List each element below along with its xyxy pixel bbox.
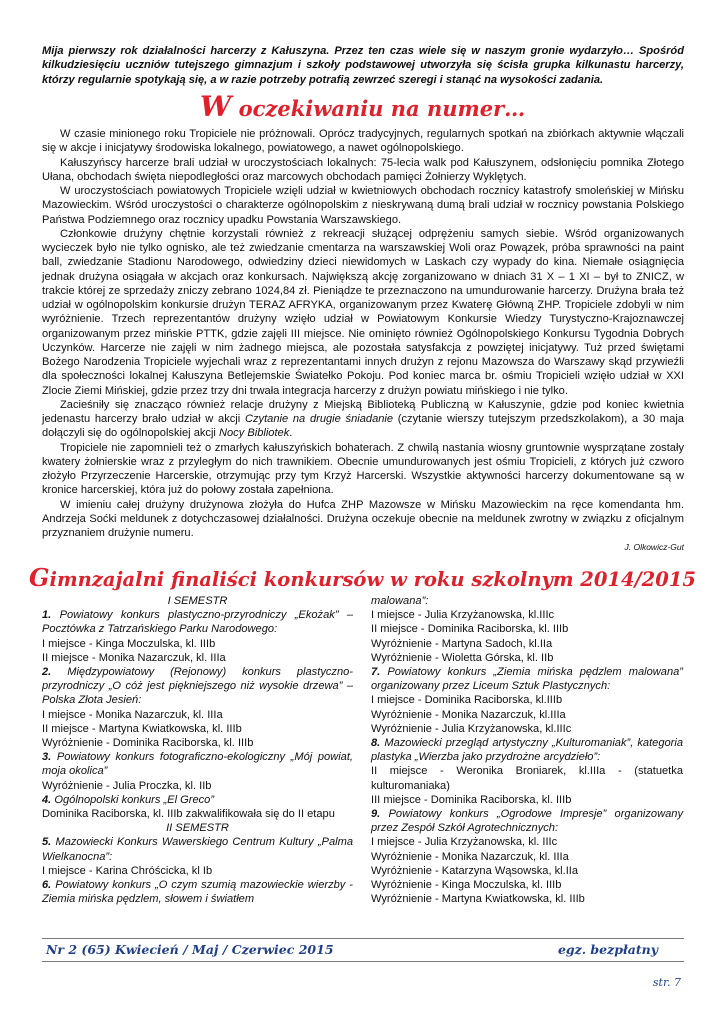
contest-title	[42, 878, 353, 906]
contest-number: 3.	[42, 751, 52, 764]
contest-number: 1.	[42, 609, 52, 622]
finalists-heading-text: imnzajalni finaliści konkursów w roku szkolnym 2014/2015	[49, 568, 696, 591]
author-signature: J. Olkowicz-Gut	[624, 542, 684, 553]
article-paragraph: W uroczystościach powiatowych Tropiciele wzięli udział w kwietniowych obchodach rocznicy katastrofy smoleńskiej w Mińsku Mazowieckim. Wśród uroczystości o charakterze ogólnopolskim z nieskrywaną dumą brali udział w rocznicy powstania Polskiego Państwa Podziemnego oraz rocznicy upadku Powstania Warszawskiego.	[42, 185, 684, 226]
result-line: Wyróżnienie - Monika Nazarczuk, kl. IIIa	[371, 850, 569, 863]
article-paragraph	[42, 398, 684, 441]
contest-title	[42, 750, 353, 778]
contest-name: Powiatowy konkurs plastyczno-przyrodniczy „Ekożak” – Pocztówka z Tatrzańskiego Parku Narodowego:	[42, 609, 353, 636]
article-paragraph: W czasie minionego roku Tropiciele nie próżnowali. Oprócz tradycyjnych, regularnych spotkań na zbiórkach aktywnie włączali się w akcje i inicjatywy środowiska lokalnego, powiatowego, a nawet ogólnopolskiego.	[42, 128, 684, 155]
semester-title: II SEMESTR	[166, 822, 229, 835]
result-line: Wyróżnienie - Julia Proczka, kl. IIb	[42, 779, 212, 792]
semester-title: I SEMESTR	[167, 595, 228, 607]
contest-title	[42, 793, 353, 807]
contest-title-continued: malowana”:	[371, 595, 429, 607]
result-line: Wyróżnienie - Katarzyna Wąsowska, kl.IIa	[371, 864, 579, 877]
contest-number: 7.	[371, 666, 381, 679]
result-line: I miejsce - Dominika Raciborska, kl.IIIb	[371, 694, 563, 707]
article-paragraph: Tropiciele nie zapomnieli też o zmarłych kałuszyńskich bohaterach. Z chwilą nastania wiosny gruntownie wysprzątane zostały kwatery żołnierskie wraz z przyległym do nich trawnikiem. Obecnie umundurowanych jest ośmiu Tropicieli, z których już czworo złożyło Przyrzeczenie Harcerskie, otrzymując przy tym Krzyż Harcerski. Wszystkie aktywności harcerzy dokumentowane są w kronice harcerskiej, która już do połowy została zapełniona.	[42, 441, 684, 497]
contest-title	[42, 835, 353, 863]
result-line: II miejsce - Monika Nazarczuk, kl. IIIa	[42, 651, 226, 664]
result-line: Wyróżnienie - Martyna Kwiatkowska, kl. IIIb	[371, 893, 585, 906]
contest-title	[42, 608, 353, 636]
contest-name: Powiatowy konkurs „O czym szumią mazowieckie wierzby - Ziemia mińska pędzlem, słowem i światłem	[42, 879, 353, 906]
contest-name: Mazowiecki Konkurs Wawerskiego Centrum Kultury „Palma Wielkanocna”:	[42, 836, 353, 863]
event-title: Czytanie na drugie śniadanie	[244, 413, 394, 425]
contest-number: 2.	[42, 666, 52, 679]
result-line: Wyróżnienie - Dominika Raciborska, kl. IIIb	[42, 737, 254, 750]
result-line: Wyróżnienie - Kinga Moczulska, kl. IIIb	[371, 879, 562, 892]
article-heading-initial: W	[199, 90, 232, 123]
result-line: Wyróżnienie - Martyna Sadoch, kl.IIa	[371, 637, 553, 650]
issue-info: Nr 2 (65) Kwiecień / Maj / Czerwiec 2015	[46, 942, 334, 957]
contest-name: Międzypowiatowy (Rejonowy) konkurs plastyczno-przyrodniczy „O cóż jest piękniejszego niż wysokie drzewa” – Polska Złota Jesień:	[42, 666, 353, 707]
result-line: Wyróżnienie - Julia Krzyżanowska, kl.IIIc	[371, 722, 572, 735]
text-run: .	[289, 427, 293, 440]
result-line: I miejsce - Monika Nazarczuk, kl. IIIa	[42, 708, 223, 721]
article-paragraph: Członkowie drużyny chętnie korzystali również z rekreacji służącej odprężeniu samych siebie. Wśród organizowanych wycieczek było nie tylko ognisko, ale też zwiedzanie cmentarza na warszawskiej Woli oraz Powązek, próba sprawności na paint ball, zwiedzanie Stadionu Narodowego, odwiedziny dzieci niewidomych w Laskach czy wypady do kina. Niemałe osiągnięcia jednak drużyna osiągała w akcjach oraz konkursach. Największą akcję zorganizowano w dniach 31 X – 1 XI – był to ZNICZ, w trakcie której ze sprzedaży zniczy zebrano 1024,84 zł. Pieniądze te przeznaczono na umundurowanie harcerzy. Drużyna brała też udział w ogólnopolskim konkursie drużyn TERAZ AFRYKA, organizowanym przez Kwaterę Główną ZHP. Tropiciele zdobyli w nim wyróżnienie. Trzech reprezentantów drużyny wzięło udział w Powiatowym Konkursie Wiedzy Turystyczno-Krajoznawczej organizowanym przez mińskie PTTK, gdzie zajęli III miejsce. Nie ominięto również Ogólnopolskiego Konkursu Tygodnia Dobrych Uczynków. Harcerze nie zajęli w nim żadnego miejsca, ale pozostała satysfakcja z powziętej inicjatywy. Tuż przed świętami Bożego Narodzenia Tropiciele wyjechali wraz z reprezentantami innych drużyn z rejonu Mazowsza do Warszawy skąd przywieźli dla społeczności lokalnej Kałuszyna Betlejemskie Światełko Pokoju. Pod koniec marca br. ośmiu Tropicieli wzięło udział w XXI Zlocie Ziemi Mińskiej, gdzie przez trzy dni trwała integracja harcerzy z drużyn powiatu mińskiego i nie tylko.	[42, 227, 684, 397]
result-line: II miejsce - Weronika Broniarek, kl.IIIa - (statuetka kulturomaniaka)	[371, 765, 683, 792]
contest-name: Powiatowy konkurs „Ziemia mińska pędzlem malowana” organizowany przez Liceum Sztuk Plastycznych:	[371, 666, 683, 693]
article-paragraph: W imieniu całej drużyny drużynowa złożyła do Hufca ZHP Mazowsze w Mińsku Mazowieckim na ręce komendanta hm. Andrzeja Soćki meldunek z dotychczasowej działalności. Drużyna oczekuje obecnie na meldunek zwrotny w związku z oficjalnym przyznaniem drużynie numeru.	[42, 498, 684, 539]
article-body	[42, 127, 684, 555]
text-run: Zacieśniły się znacząco również relacje drużyny z Miejską Biblioteką Publiczną w Kałuszynie, gdzie pod koniec kwietnia jedenastu harcerzy brało udział w akcji	[42, 398, 684, 425]
contest-number: 5.	[42, 836, 52, 849]
price-info: egz. bezpłatny	[557, 942, 658, 957]
result-line: I miejsce - Kinga Moczulska, kl. IIIb	[42, 637, 216, 650]
result-line: Wyróżnienie - Wioletta Górska, kl. IIb	[371, 651, 554, 664]
page-number: str. 7	[652, 976, 681, 989]
result-line: I miejsce - Julia Krzyżanowska, kl.IIIc	[371, 609, 555, 622]
contest-title	[371, 665, 683, 693]
contest-title	[371, 807, 683, 835]
finalists-heading-initial: G	[29, 563, 50, 592]
text-run: (czytanie wierszy tutejszym przedszkolakom), a 30 maja dołączyli się do ogólnopolskiej akcji	[42, 413, 684, 440]
contest-title	[42, 665, 353, 708]
finalists-heading	[0, 565, 725, 593]
article-paragraph: Kałuszyńscy harcerze brali udział w uroczystościach lokalnych: 75-lecia walk pod Kałuszynem, odsłonięciu pomnika Złotego Ułana, obchodach święta niepodległości oraz marcowych obchodach pamięci Żołnierzy Wyklętych.	[42, 156, 684, 183]
contest-number: 6.	[42, 879, 52, 892]
results-column-right	[371, 594, 683, 906]
contest-name: Powiatowy konkurs fotograficzno-ekologiczny „Mój powiat, moja okolica”	[42, 751, 353, 778]
contest-name: Mazowiecki przegląd artystyczny „Kulturomaniak”, kategoria plastyka „Wierzba jako przydrożne arcydzieło”:	[371, 737, 683, 764]
contest-number: 4.	[42, 793, 52, 806]
result-line: Wyróżnienie - Monika Nazarczuk, kl.IIIa	[371, 708, 566, 721]
result-line: II miejsce - Dominika Raciborska, kl. IIIb	[371, 623, 569, 636]
event-title: Nocy Bibliotek	[218, 427, 290, 440]
contest-number: 8.	[371, 737, 381, 750]
result-line: II miejsce - Martyna Kwiatkowska, kl. IIIb	[42, 722, 242, 735]
article-heading	[0, 90, 725, 123]
result-line: I miejsce - Karina Chróścicka, kl Ib	[42, 864, 213, 877]
result-line: I miejsce - Julia Krzyżanowska, kl. IIIc	[371, 836, 558, 849]
contest-name: Ogólnopolski konkurs „El Greco”	[51, 793, 215, 806]
article-heading-text: oczekiwaniu na numer…	[231, 96, 526, 121]
result-line: Dominika Raciborska, kl. IIIb zakwalifikowała się do II etapu	[42, 808, 335, 821]
results-column-left	[42, 594, 353, 906]
contest-name: Powiatowy konkurs „Ogrodowe Impresje” organizowany przez Zespół Szkół Agrotechnicznych:	[371, 808, 683, 835]
contest-title	[371, 736, 683, 764]
issue-footer	[42, 938, 684, 962]
intro-paragraph: Mija pierwszy rok działalności harcerzy z Kałuszyna. Przez ten czas wiele się w naszym gronie wydarzyło… Spośród kilkudziesięciu uczniów tutejszego gimnazjum i szkoły podstawowej utworzyła się ścisła grupka kilkunastu harcerzy, którzy regularnie spotykają się, a w razie potrzeby potrafią zewrzeć szeregi i stanąć na wysokości zadania.	[42, 45, 684, 86]
result-line: III miejsce - Dominika Raciborska, kl. IIIb	[371, 793, 572, 806]
contest-number: 9.	[371, 808, 381, 821]
